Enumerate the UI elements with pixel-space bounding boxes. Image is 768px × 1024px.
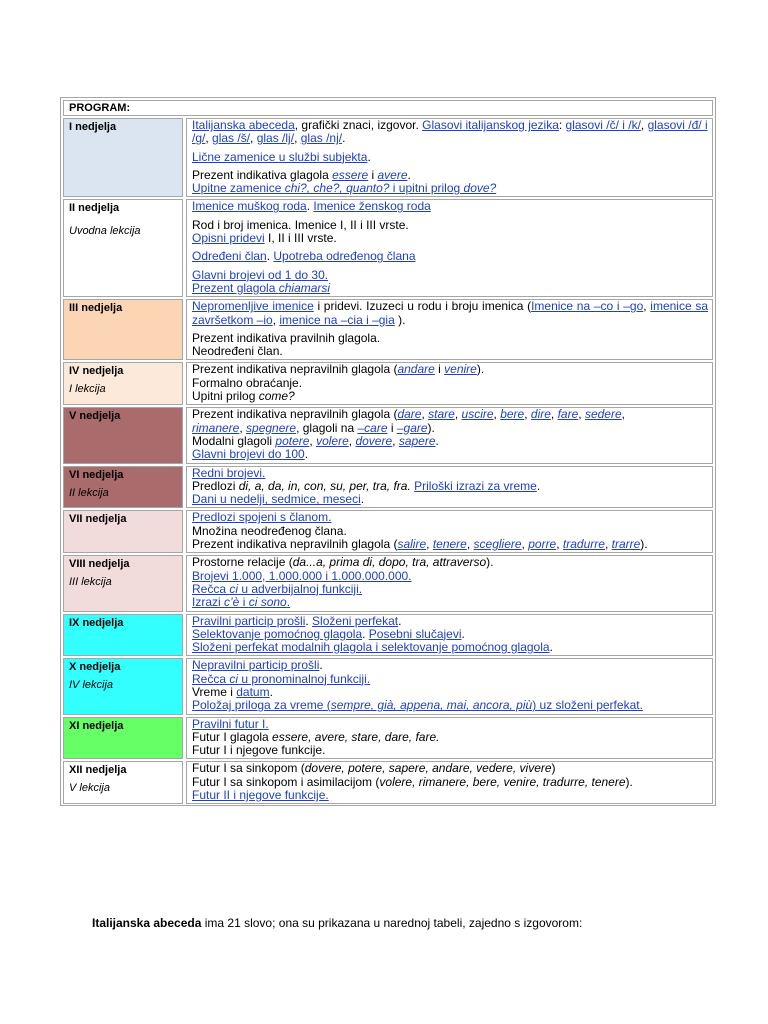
link[interactable]: Rečca ci u pronominalnoj funkciji.: [192, 671, 371, 686]
week-cell: [63, 658, 183, 714]
link[interactable]: dare: [397, 407, 422, 422]
table-row: [63, 299, 713, 360]
link[interactable]: Složeni perfekat: [312, 613, 399, 628]
table-row: [63, 407, 713, 463]
link[interactable]: sapere: [398, 433, 436, 448]
week-cell: [63, 362, 183, 405]
week-label: V nedjelja: [69, 410, 121, 423]
lesson-label: II lekcija: [69, 486, 109, 499]
link[interactable]: –care: [357, 420, 388, 435]
week-label: VI nedjelja: [69, 468, 124, 481]
link[interactable]: Rečca ci u adverbijalnoj funkciji.: [192, 581, 363, 596]
link[interactable]: Položaj priloga za vreme (sempre, già, appena, mai, ancora, più) uz složeni perfekat.: [192, 698, 643, 713]
table-row: [63, 199, 713, 297]
table-row: [63, 466, 713, 509]
week-content: Pravilni particip prošli. Složeni perfekat. Selektovanje pomoćnog glagola. Posebni slučajevi. Složeni perfekat modalnih glagola i selektovanje pomoćnog glagola.: [186, 614, 713, 657]
week-content: Nepromenljive imenice i pridevi. Izuzeci u rodu i broju imenica (Imenice na –co i –go, imenice sa završetkom –io, imenice na –cia i –gia ). Prezent indikativa pravilnih glagola. Neodređeni član.: [186, 299, 713, 360]
week-label: IX nedjelja: [69, 616, 124, 629]
lesson-label: III lekcija: [69, 576, 112, 589]
link[interactable]: andare: [397, 362, 435, 377]
link[interactable]: uscire: [461, 407, 494, 422]
week-cell: [63, 717, 183, 760]
week-content: Futur I sa sinkopom (dovere, potere, sapere, andare, vedere, vivere) Futur I sa sinkopom i asimilacijom (volere, rimanere, bere, venire, tradurre, tenere). Futur II i njegove funkcije.: [186, 761, 713, 804]
week-content: Predlozi spojeni s članom. Množina neodređenog člana. Prezent indikativa nepravilnih glagola (salire, tenere, scegliere, porre, tradurre, trarre).: [186, 510, 713, 553]
link[interactable]: glas /nj/: [300, 131, 343, 146]
week-content: Prostorne relacije (da...a, prima di, dopo, tra, attraverso). Brojevi 1.000, 1.000.000 i 1.000.000.000. Rečca ci u adverbijalnoj funkciji. Izrazi c’è i ci sono.: [186, 555, 713, 611]
week-label: VII nedjelja: [69, 513, 127, 526]
link[interactable]: spegnere: [246, 420, 297, 435]
week-cell: [63, 299, 183, 360]
link[interactable]: Imenice na –co i –go: [531, 299, 644, 314]
lesson-label: I lekcija: [69, 383, 106, 396]
week-cell: [63, 118, 183, 197]
link[interactable]: Pravilni particip prošli: [192, 613, 306, 628]
link[interactable]: Priloški izrazi za vreme: [414, 478, 537, 493]
link[interactable]: tenere: [432, 537, 467, 552]
link[interactable]: Složeni perfekat modalnih glagola i selektovanje pomoćnog glagola: [192, 640, 550, 655]
week-content: Pravilni futur I. Futur I glagola essere, avere, stare, dare, fare. Futur I i njegove funkcije.: [186, 717, 713, 760]
table-row: [63, 118, 713, 197]
week-content: Prezent indikativa nepravilnih glagola (andare i venire). Formalno obraćanje. Upitni prilog come?: [186, 362, 713, 405]
link[interactable]: Glasovi italijanskog jezika: [422, 118, 559, 132]
week-label: IV nedjelja: [69, 365, 124, 378]
table-row: [63, 555, 713, 611]
table-row: [63, 761, 713, 804]
program-title: PROGRAM:: [63, 100, 713, 116]
link[interactable]: Brojevi 1.000, 1.000.000 i 1.000.000.000.: [192, 568, 412, 583]
link[interactable]: sedere: [584, 407, 622, 422]
table-row: [63, 510, 713, 553]
link[interactable]: potere: [275, 433, 310, 448]
link[interactable]: trarre: [611, 537, 641, 552]
link[interactable]: imenice sa završetkom –io: [192, 299, 708, 327]
link[interactable]: scegliere: [473, 537, 522, 552]
week-content: Imenice muškog roda. Imenice ženskog roda Rod i broj imenica. Imenice I, II i III vrste. Opisni pridevi I, II i III vrste. Određeni član. Upotreba određenog člana Glavni brojevi od 1 do 30. Prezent glagola chiamarsi: [186, 199, 713, 297]
link[interactable]: Selektovanje pomoćnog glagola: [192, 626, 363, 641]
lesson-label: V lekcija: [69, 782, 110, 795]
table-row: [63, 658, 713, 714]
link[interactable]: Posebni slučajevi: [368, 626, 462, 641]
table-row: [63, 717, 713, 760]
link[interactable]: porre: [528, 537, 557, 552]
week-content: Italijanska abeceda, grafički znaci, izgovor. Glasovi italijanskog jezika: glasovi /č/ i /k/, glasovi /đ/ i /g/, glas /š/, glas /lj/, glas /nj/. Lične zamenice u službi subjekta. Prezent indikativa glagola essere i avere. Upitne zamenice chi?, che?, quanto? i upitni prilog dove?: [186, 118, 713, 197]
link[interactable]: Imenice ženskog roda: [313, 199, 431, 214]
link[interactable]: –gare: [396, 420, 428, 435]
link[interactable]: Glavni brojevi od 1 do 30.: [192, 267, 329, 282]
link[interactable]: Italijanska abeceda: [192, 118, 295, 132]
link[interactable]: bere: [500, 407, 525, 422]
link[interactable]: avere: [377, 167, 408, 182]
week-label: XII nedjelja: [69, 764, 127, 777]
lesson-label: IV lekcija: [69, 679, 114, 692]
week-cell: [63, 407, 183, 463]
intro-paragraph: Italijanska abeceda ima 21 slovo; ona su prikazana u narednoj tabeli, zajedno s izgovorom:: [92, 916, 583, 930]
link[interactable]: fare: [557, 407, 579, 422]
link[interactable]: tradurre: [562, 537, 605, 552]
link[interactable]: glasovi /č/ i /k/: [565, 118, 641, 132]
week-content: Nepravilni particip prošli. Rečca ci u pronominalnoj funkciji. Vreme i datum. Položaj priloga za vreme (sempre, già, appena, mai, ancora, più) uz složeni perfekat.: [186, 658, 713, 714]
link[interactable]: Glavni brojevi do 100: [192, 447, 305, 462]
link[interactable]: Prezent glagola chiamarsi: [192, 280, 331, 295]
week-label: VIII nedjelja: [69, 558, 130, 571]
link[interactable]: glas /lj/: [256, 131, 295, 146]
link[interactable]: Upitne zamenice chi?, che?, quanto? i upitni prilog dove?: [192, 181, 497, 196]
link[interactable]: Predlozi spojeni s članom.: [192, 510, 332, 525]
link[interactable]: volere: [316, 433, 349, 448]
week-cell: [63, 761, 183, 804]
table-row: [63, 614, 713, 657]
link[interactable]: Imenice muškog roda: [192, 199, 307, 214]
link[interactable]: Futur II i njegove funkcije.: [192, 788, 329, 803]
link[interactable]: dovere: [355, 433, 393, 448]
link[interactable]: dire: [530, 407, 551, 422]
week-label: III nedjelja: [69, 302, 123, 315]
week-content: Prezent indikativa nepravilnih glagola (dare, stare, uscire, bere, dire, fare, sedere, rimanere, spegnere, glagoli na –care i –gare). Modalni glagoli potere, volere, dovere, sapere. Glavni brojevi do 100.: [186, 407, 713, 463]
link[interactable]: Određeni član: [192, 249, 267, 264]
week-cell: [63, 199, 183, 297]
link[interactable]: Nepromenljive imenice: [192, 299, 314, 314]
link[interactable]: imenice na –cia i –gia: [279, 312, 395, 327]
link[interactable]: Upotreba određenog člana: [273, 249, 416, 264]
link[interactable]: Nepravilni particip prošli: [192, 658, 320, 673]
program-table: [60, 97, 716, 806]
week-label: X nedjelja: [69, 661, 121, 674]
table-row: [63, 362, 713, 405]
link[interactable]: Lične zamenice u službi subjekta: [192, 149, 368, 164]
bold-term: Italijanska abeceda: [92, 916, 202, 930]
link[interactable]: glas /š/: [212, 131, 251, 146]
lesson-label: Uvodna lekcija: [69, 225, 141, 238]
link[interactable]: glasovi /đ/ i /g/: [192, 118, 708, 146]
week-label: II nedjelja: [69, 202, 120, 215]
link[interactable]: stare: [428, 407, 455, 422]
link[interactable]: Pravilni futur I.: [192, 716, 269, 731]
link[interactable]: Opisni pridevi: [192, 231, 265, 246]
link[interactable]: Redni brojevi.: [192, 465, 266, 480]
week-label: XI nedjelja: [69, 719, 124, 732]
week-cell: [63, 466, 183, 509]
link[interactable]: datum: [236, 684, 270, 699]
week-cell: [63, 555, 183, 611]
week-content: Redni brojevi. Predlozi di, a, da, in, con, su, per, tra, fra. Priloški izrazi za vreme. Dani u nedelji, sedmice, meseci.: [186, 466, 713, 509]
week-cell: [63, 510, 183, 553]
link[interactable]: Dani u nedelji, sedmice, meseci: [192, 492, 361, 507]
link[interactable]: salire: [397, 537, 427, 552]
link[interactable]: Izrazi c’è i ci sono.: [192, 595, 291, 610]
week-cell: [63, 614, 183, 657]
link[interactable]: rimanere: [192, 420, 240, 435]
link[interactable]: venire: [444, 362, 477, 377]
link[interactable]: essere: [332, 167, 369, 182]
week-label: I nedjelja: [69, 121, 117, 133]
